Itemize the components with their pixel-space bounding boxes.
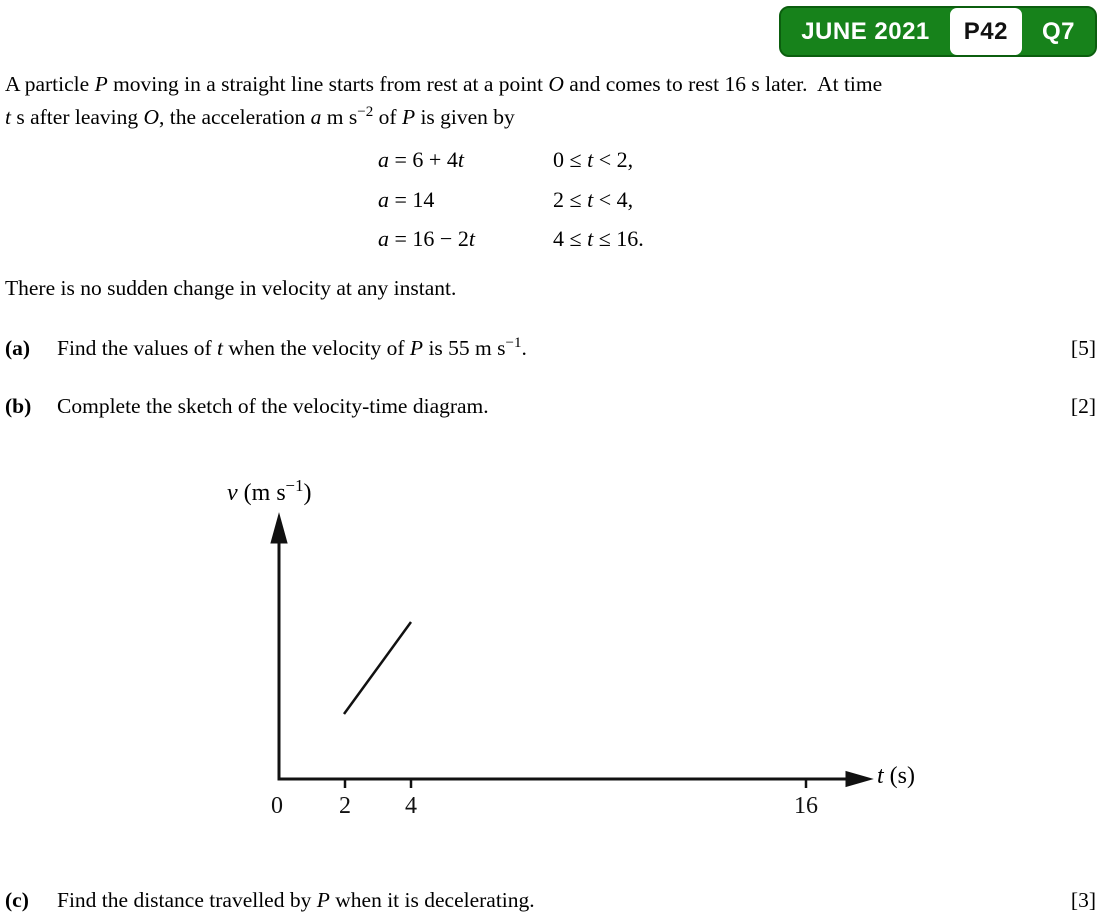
tick-label-0: 0 bbox=[271, 793, 283, 819]
equation-lhs: a = 6 + 4t bbox=[378, 147, 464, 172]
intro-line-1: A particle P moving in a straight line starts from rest at a point O and comes to rest 16 s later. At time bbox=[5, 72, 883, 96]
equation-row bbox=[378, 226, 644, 266]
intro-line-2: t s after leaving O, the acceleration a m $s^{-2}$ of P is given by bbox=[5, 103, 515, 129]
no-sudden-change-note: There is no sudden change in velocity at any instant. bbox=[5, 276, 457, 300]
part-a-marks: [5] bbox=[1070, 336, 1096, 360]
badge-paper: P42 bbox=[950, 8, 1022, 55]
part-b-marks: [2] bbox=[1070, 394, 1096, 418]
tick-label-4: 4 bbox=[405, 793, 417, 819]
equation-condition: 0 ≤ t < 2, bbox=[553, 147, 634, 172]
part-c-text: Find the distance travelled by P when it is decelerating. bbox=[57, 888, 535, 912]
part-c-row bbox=[5, 888, 1096, 913]
x-axis-label: t (s) bbox=[877, 763, 915, 789]
tick-label-16: 16 bbox=[794, 793, 818, 819]
badge-session: JUNE 2021 bbox=[781, 8, 950, 55]
y-axis-label: v (m $s^{-1}$) bbox=[227, 475, 312, 506]
part-b-text: Complete the sketch of the velocity-time diagram. bbox=[57, 394, 489, 418]
acceleration-equations bbox=[378, 147, 644, 266]
equation-row bbox=[378, 147, 644, 187]
tick-label-2: 2 bbox=[339, 793, 351, 819]
y-axis-arrowhead-icon bbox=[271, 514, 287, 543]
part-a-label: (a) bbox=[5, 336, 31, 360]
question-source-badge bbox=[779, 6, 1097, 57]
badge-question-number: Q7 bbox=[1022, 8, 1095, 55]
part-a-text: Find the values of t when the velocity of P is 55 m $s^{-1}$. bbox=[57, 334, 527, 360]
equation-lhs: a = 16 − 2t bbox=[378, 226, 475, 251]
part-c-marks: [3] bbox=[1070, 888, 1096, 912]
part-b-row bbox=[5, 394, 1096, 419]
part-a-row bbox=[5, 336, 1096, 361]
part-c-label: (c) bbox=[5, 888, 29, 912]
question-intro bbox=[5, 68, 1096, 137]
equation-condition: 4 ≤ t ≤ 16. bbox=[553, 226, 644, 251]
velocity-time-sketch bbox=[200, 450, 900, 830]
equation-lhs: a = 14 bbox=[378, 186, 435, 212]
velocity-segment bbox=[344, 622, 411, 714]
equation-condition: 2 ≤ t < 4, bbox=[553, 186, 634, 212]
x-axis-arrowhead-icon bbox=[846, 772, 872, 787]
equation-row bbox=[378, 187, 644, 227]
part-b-label: (b) bbox=[5, 394, 32, 418]
